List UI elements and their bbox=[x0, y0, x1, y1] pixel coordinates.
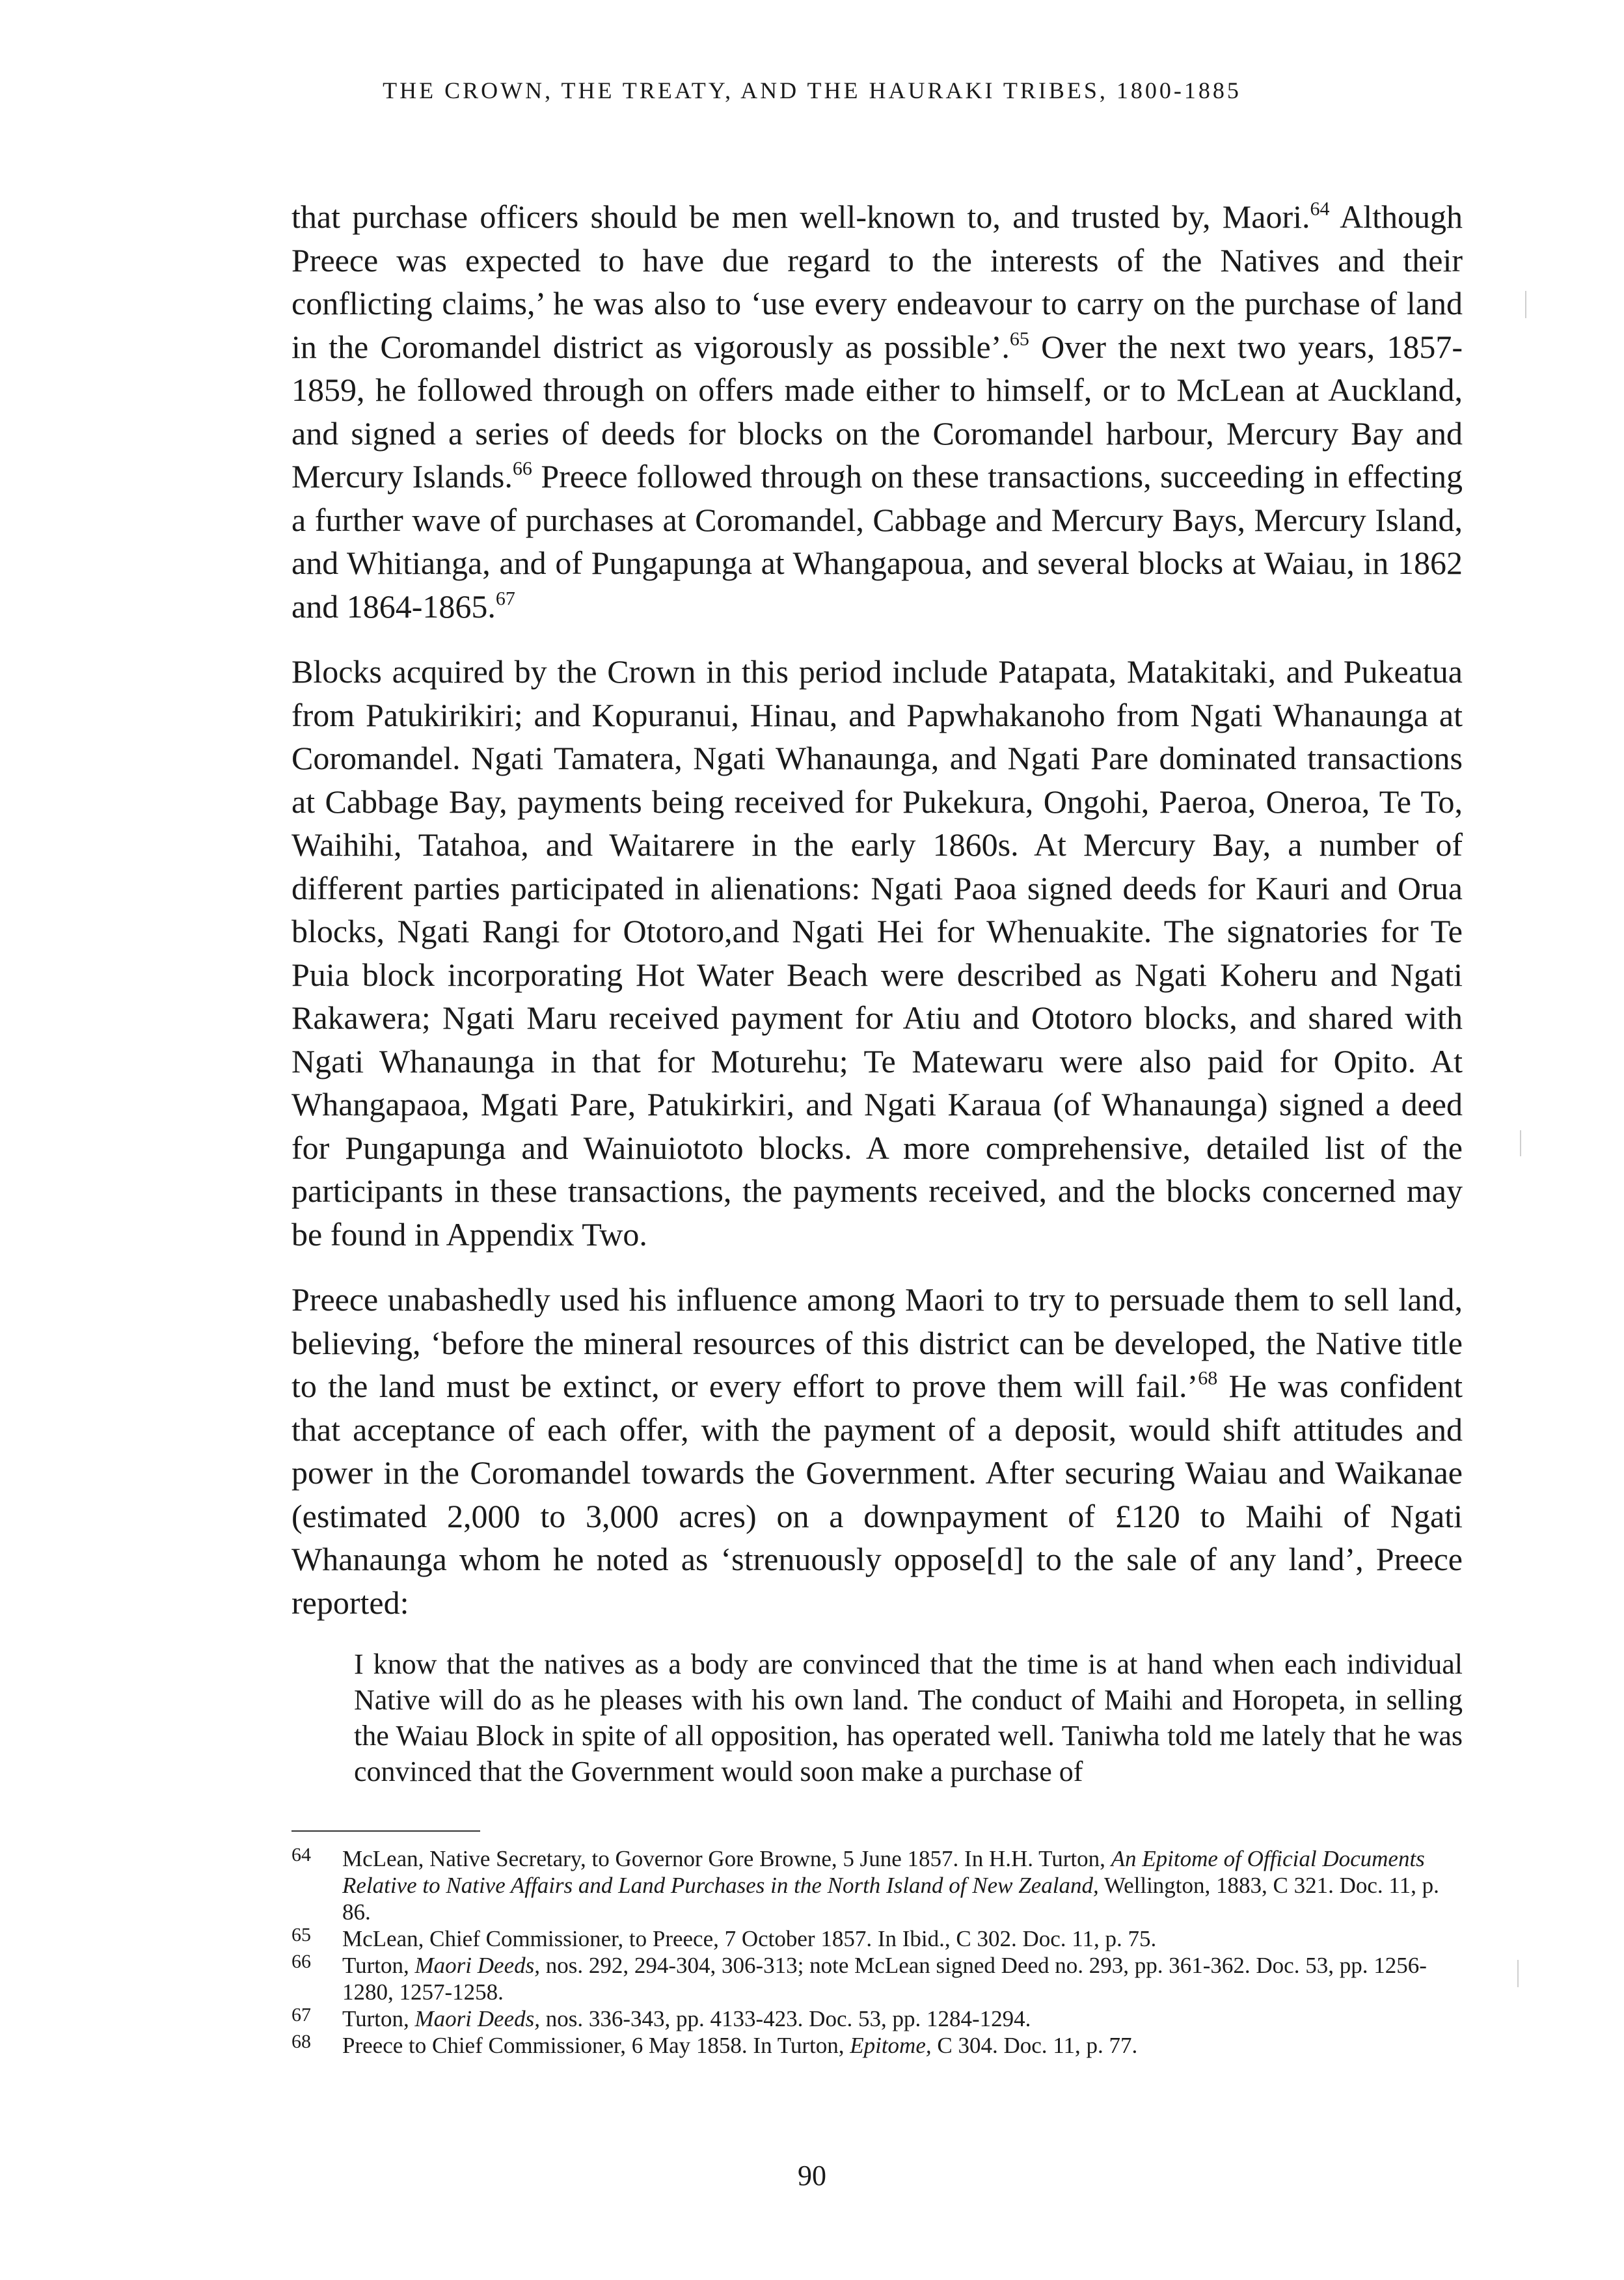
footnote-number: 68 bbox=[291, 2031, 311, 2052]
text-run: that purchase officers should be men well-known to, and trusted by, Maori. bbox=[291, 198, 1310, 235]
body-text bbox=[291, 195, 1463, 1789]
footnote-reference: 64 bbox=[1310, 198, 1330, 220]
running-head: THE CROWN, THE TREATY, AND THE HAURAKI TRIBES, 1800-1885 bbox=[383, 77, 1241, 103]
page-number: 90 bbox=[798, 2160, 826, 2192]
footnote-reference: 66 bbox=[512, 457, 532, 480]
text-run: Although Preece was expected to have due regard to the interests of the Natives and their conflicting claims,’ he was also to ‘use every endeavour to carry on the purchase of land in the Coromandel district as vigorously as possible’. bbox=[291, 198, 1463, 365]
text-run: McLean, Chief Commissioner, to Preece, 7 October 1857. In Ibid., C 302. Doc. 11, p. 75. bbox=[342, 1926, 1157, 1951]
footnote-number: 67 bbox=[291, 2004, 311, 2026]
footnote bbox=[291, 1952, 1469, 2005]
text-run: Blocks acquired by the Crown in this period include Patapata, Matakitaki, and Pukeatua from Patukirikiri; and Kopuranui, Hinau, and Papwhakanoho from Ngati Whanaunga at Coromandel. Ngati Tamatera, Ngati Whanaunga, and Ngati Pare dominated transactions at Cabbage Bay, payments being received for Pukekura, Ongohi, Paeroa, Oneroa, Te To, Waihihi, Tatahoa, and Waitarere in the early 1860s. At Mercury Bay, a number of different parties participated in alienations: Ngati Paoa signed deeds for Kauri and Orua blocks, Ngati Rangi for Ototoro,and Ngati Hei for Whenuakite. The signatories for Te Puia block incorporating Hot Water Beach were described as Ngati Koheru and Ngati Rakawera; Ngati Maru received payment for Atiu and Ototoro blocks, and shared with Ngati Whanaunga in that for Moturehu; Te Matewaru were also paid for Opito. At Whangapaoa, Mgati Pare, Patukirkiri, and Ngati Karaua (of Whanaunga) signed a deed for Pungapunga and Wainuiototo blocks. A more comprehensive, detailed list of the participants in these transactions, the payments received, and the blocks concerned may be found in Appendix Two. bbox=[291, 653, 1463, 1253]
italic-title: An Epitome of Official Documents Relative to Native Affairs and Land Purchases in the North Island of New Zealand, bbox=[342, 1846, 1425, 1898]
footnote bbox=[291, 1845, 1469, 1925]
margin-mark bbox=[1517, 1960, 1519, 1987]
footnotes bbox=[291, 1845, 1469, 2059]
text-run: Turton, bbox=[342, 1953, 415, 1978]
footnote bbox=[291, 2005, 1469, 2032]
text-run: McLean, Native Secretary, to Governor Gore Browne, 5 June 1857. In H.H. Turton, bbox=[342, 1846, 1111, 1871]
paragraph bbox=[291, 650, 1463, 1256]
footnote-number: 66 bbox=[291, 1951, 311, 1972]
text-run: Over the next two years, 1857-1859, he followed through on offers made either to himself, or to McLean at Auckland, and signed a series of deeds for blocks on the Coromandel harbour, Mercury Bay and Mercury Islands. bbox=[291, 328, 1463, 495]
text-run: Wellington, 1883, C 321. Doc. 11, p. 86. bbox=[342, 1873, 1439, 1925]
text-run: C 304. Doc. 11, p. 77. bbox=[931, 2033, 1138, 2058]
footnote-reference: 67 bbox=[495, 588, 515, 609]
text-run: Preece unabashedly used his influence among Maori to try to persuade them to sell land, believing, ‘before the mineral resources of this district can be developed, the Native title to the land must be extinct, or every effort to prove them will fail.’ bbox=[291, 1281, 1463, 1404]
text-run: Preece to Chief Commissioner, 6 May 1858. In Turton, bbox=[342, 2033, 850, 2058]
italic-title: Maori Deeds, bbox=[414, 1953, 540, 1978]
text-run: nos. 336-343, pp. 4133-423. Doc. 53, pp. 1284-1294. bbox=[540, 2006, 1031, 2031]
italic-title: Maori Deeds, bbox=[414, 2006, 540, 2031]
block-quote: I know that the natives as a body are convinced that the time is at hand when each individual Native will do as he pleases with his own land. The conduct of Maihi and Horopeta, in selling the Waiau Block in spite of all opposition, has operated well. Taniwha told me lately that he was convinced that the Government would soon make a purchase of bbox=[354, 1648, 1463, 1787]
footnote bbox=[291, 2032, 1469, 2059]
text-run: nos. 292, 294-304, 306-313; note McLean signed Deed no. 293, pp. 361-362. Doc. 53, pp. 1256-1280, 1257-1258. bbox=[342, 1953, 1427, 2005]
footnote-number: 65 bbox=[291, 1924, 311, 1946]
text-run: Turton, bbox=[342, 2006, 415, 2031]
paragraph bbox=[291, 195, 1463, 628]
margin-mark bbox=[1520, 1130, 1521, 1156]
footnote-reference: 65 bbox=[1009, 328, 1029, 349]
footnote-number: 64 bbox=[291, 1844, 311, 1866]
italic-title: Epitome, bbox=[850, 2033, 932, 2058]
footnote-reference: 68 bbox=[1198, 1367, 1218, 1389]
footnote-rule bbox=[291, 1830, 480, 1832]
margin-mark bbox=[1525, 291, 1526, 318]
footnote bbox=[291, 1925, 1469, 1952]
text-run: He was confident that acceptance of each offer, with the payment of a deposit, would shift attitudes and power in the Coromandel towards the Government. After securing Waiau and Waikanae (estimated 2,000 to 3,000 acres) on a downpayment of £120 to Maihi of Ngati Whanaunga whom he noted as ‘strenuously oppose[d] to the sale of any land’, Preece reported: bbox=[291, 1368, 1463, 1621]
text-run: Preece followed through on these transactions, succeeding in effecting a further wave of purchases at Coromandel, Cabbage and Mercury Bays, Mercury Island, and Whitianga, and of Pungapunga at Whangapoua, and several blocks at Waiau, in 1862 and 1864-1865. bbox=[291, 458, 1463, 625]
paragraph bbox=[291, 1278, 1463, 1624]
